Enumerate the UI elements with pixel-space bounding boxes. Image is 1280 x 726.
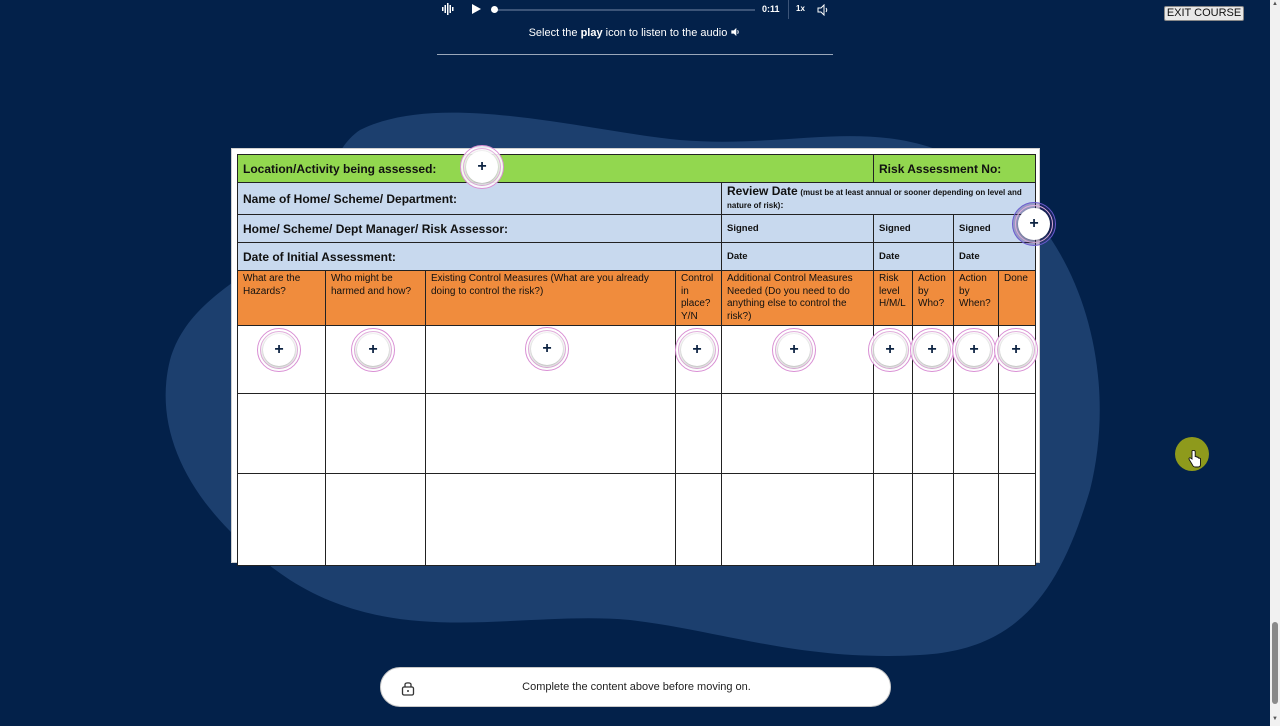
table-cell <box>874 474 913 566</box>
table-cell <box>426 474 676 566</box>
date-cell-1 <box>722 243 874 271</box>
review-date-colon: : <box>780 200 784 211</box>
plus-icon: + <box>466 151 498 183</box>
scroll-down-icon[interactable]: ▼ <box>1272 716 1278 722</box>
hotspot-control-in-place[interactable] <box>675 328 719 372</box>
hotspot-additional-measures[interactable] <box>772 328 816 372</box>
plus-icon: + <box>681 334 713 366</box>
location-cell <box>238 155 874 183</box>
manager-cell <box>238 215 722 243</box>
plus-icon: + <box>778 334 810 366</box>
risk-no-cell <box>874 155 1036 183</box>
speaker-icon <box>730 27 741 37</box>
signed-cell-1 <box>722 215 874 243</box>
table-cell <box>722 394 874 474</box>
waveform-icon <box>442 3 454 15</box>
table-cell <box>722 474 874 566</box>
plus-icon: + <box>531 333 563 365</box>
column-header-additional-measures: Additional Control Measures Needed (Do you need to do anything else to control the risk?) <box>722 271 874 326</box>
table-cell <box>999 394 1036 474</box>
plus-icon: + <box>874 334 906 366</box>
table-row <box>238 474 1036 566</box>
table-cell <box>913 394 954 474</box>
continue-lock-bar <box>380 667 891 707</box>
table-cell <box>954 474 999 566</box>
audio-instruction <box>437 27 833 39</box>
hotspot-signed[interactable] <box>1012 202 1056 246</box>
table-cell <box>238 474 326 566</box>
instruction-prefix: Select the <box>528 27 578 39</box>
date-label-1: Date <box>727 251 748 262</box>
column-header-action-who: Action by Who? <box>913 271 954 326</box>
column-header-hazards: What are the Hazards? <box>238 271 326 326</box>
audio-time: 0:11 <box>762 4 780 14</box>
date-label-2: Date <box>879 251 900 262</box>
audio-progress-track[interactable] <box>493 9 755 11</box>
date-cell-2 <box>874 243 954 271</box>
date-cell-3 <box>954 243 1036 271</box>
signed-label-2: Signed <box>879 223 911 234</box>
name-label: Name of Home/ Scheme/ Department: <box>243 191 458 206</box>
table-cell <box>676 474 722 566</box>
table-cell <box>426 394 676 474</box>
audio-progress-knob[interactable] <box>491 6 498 13</box>
review-date-cell <box>722 183 1036 215</box>
hotspot-harmed[interactable] <box>351 328 395 372</box>
column-header-risk-level: Risk level H/M/L <box>874 271 913 326</box>
table-cell <box>676 394 722 474</box>
hotspot-action-who[interactable] <box>910 328 954 372</box>
column-header-existing-measures: Existing Control Measures (What are you already doing to control the risk?) <box>426 271 676 326</box>
volume-icon[interactable] <box>817 4 829 16</box>
table-cell <box>238 394 326 474</box>
hotspot-existing-measures[interactable] <box>525 327 569 371</box>
exit-course-button[interactable]: EXIT COURSE <box>1164 6 1244 21</box>
playback-speed-button[interactable]: 1x <box>796 4 805 13</box>
scroll-up-icon[interactable]: ▲ <box>1272 1 1278 7</box>
table-cell <box>913 474 954 566</box>
table-cell <box>999 474 1036 566</box>
column-header-harmed: Who might be harmed and how? <box>326 271 426 326</box>
manager-label: Home/ Scheme/ Dept Manager/ Risk Assessor: <box>243 221 508 236</box>
signed-cell-2 <box>874 215 954 243</box>
hotspot-done[interactable] <box>994 328 1038 372</box>
location-label: Location/Activity being assessed: <box>243 161 437 176</box>
play-icon[interactable] <box>470 3 482 15</box>
plus-icon: + <box>1018 208 1050 240</box>
table-cell <box>326 394 426 474</box>
initial-assessment-label: Date of Initial Assessment: <box>243 249 396 264</box>
player-divider <box>788 0 789 19</box>
hand-pointer-icon <box>1188 450 1202 468</box>
signed-label-1: Signed <box>727 223 759 234</box>
column-header-action-when: Action by When? <box>954 271 999 326</box>
column-header-done: Done <box>999 271 1036 326</box>
audio-player <box>437 0 833 20</box>
header-divider <box>437 54 833 55</box>
initial-assessment-cell <box>238 243 722 271</box>
page-scrollbar[interactable] <box>1270 0 1280 726</box>
plus-icon: + <box>357 334 389 366</box>
hotspot-action-when[interactable] <box>952 328 996 372</box>
review-date-note: (must be at least annual or sooner depending on level and nature of risk) <box>727 188 1022 210</box>
instruction-suffix: icon to listen to the audio <box>605 27 728 39</box>
hotspot-hazards[interactable] <box>257 328 301 372</box>
plus-icon: + <box>958 334 990 366</box>
hotspot-location[interactable] <box>460 145 504 189</box>
date-label-3: Date <box>959 251 980 262</box>
hotspot-risk-level[interactable] <box>868 328 912 372</box>
plus-icon: + <box>916 334 948 366</box>
scrollbar-thumb[interactable] <box>1272 622 1278 704</box>
plus-icon: + <box>263 334 295 366</box>
lock-message: Complete the content above before moving on. <box>522 681 751 693</box>
table-row <box>238 394 1036 474</box>
signed-label-3: Signed <box>959 223 991 234</box>
review-date-label: Review Date <box>727 184 798 198</box>
risk-no-label: Risk Assessment No: <box>879 161 1002 176</box>
instruction-keyword: play <box>580 27 603 39</box>
table-cell <box>954 394 999 474</box>
column-header-control-in-place: Control in place? Y/N <box>676 271 722 326</box>
table-cell <box>874 394 913 474</box>
table-cell <box>326 474 426 566</box>
plus-icon: + <box>1000 334 1032 366</box>
